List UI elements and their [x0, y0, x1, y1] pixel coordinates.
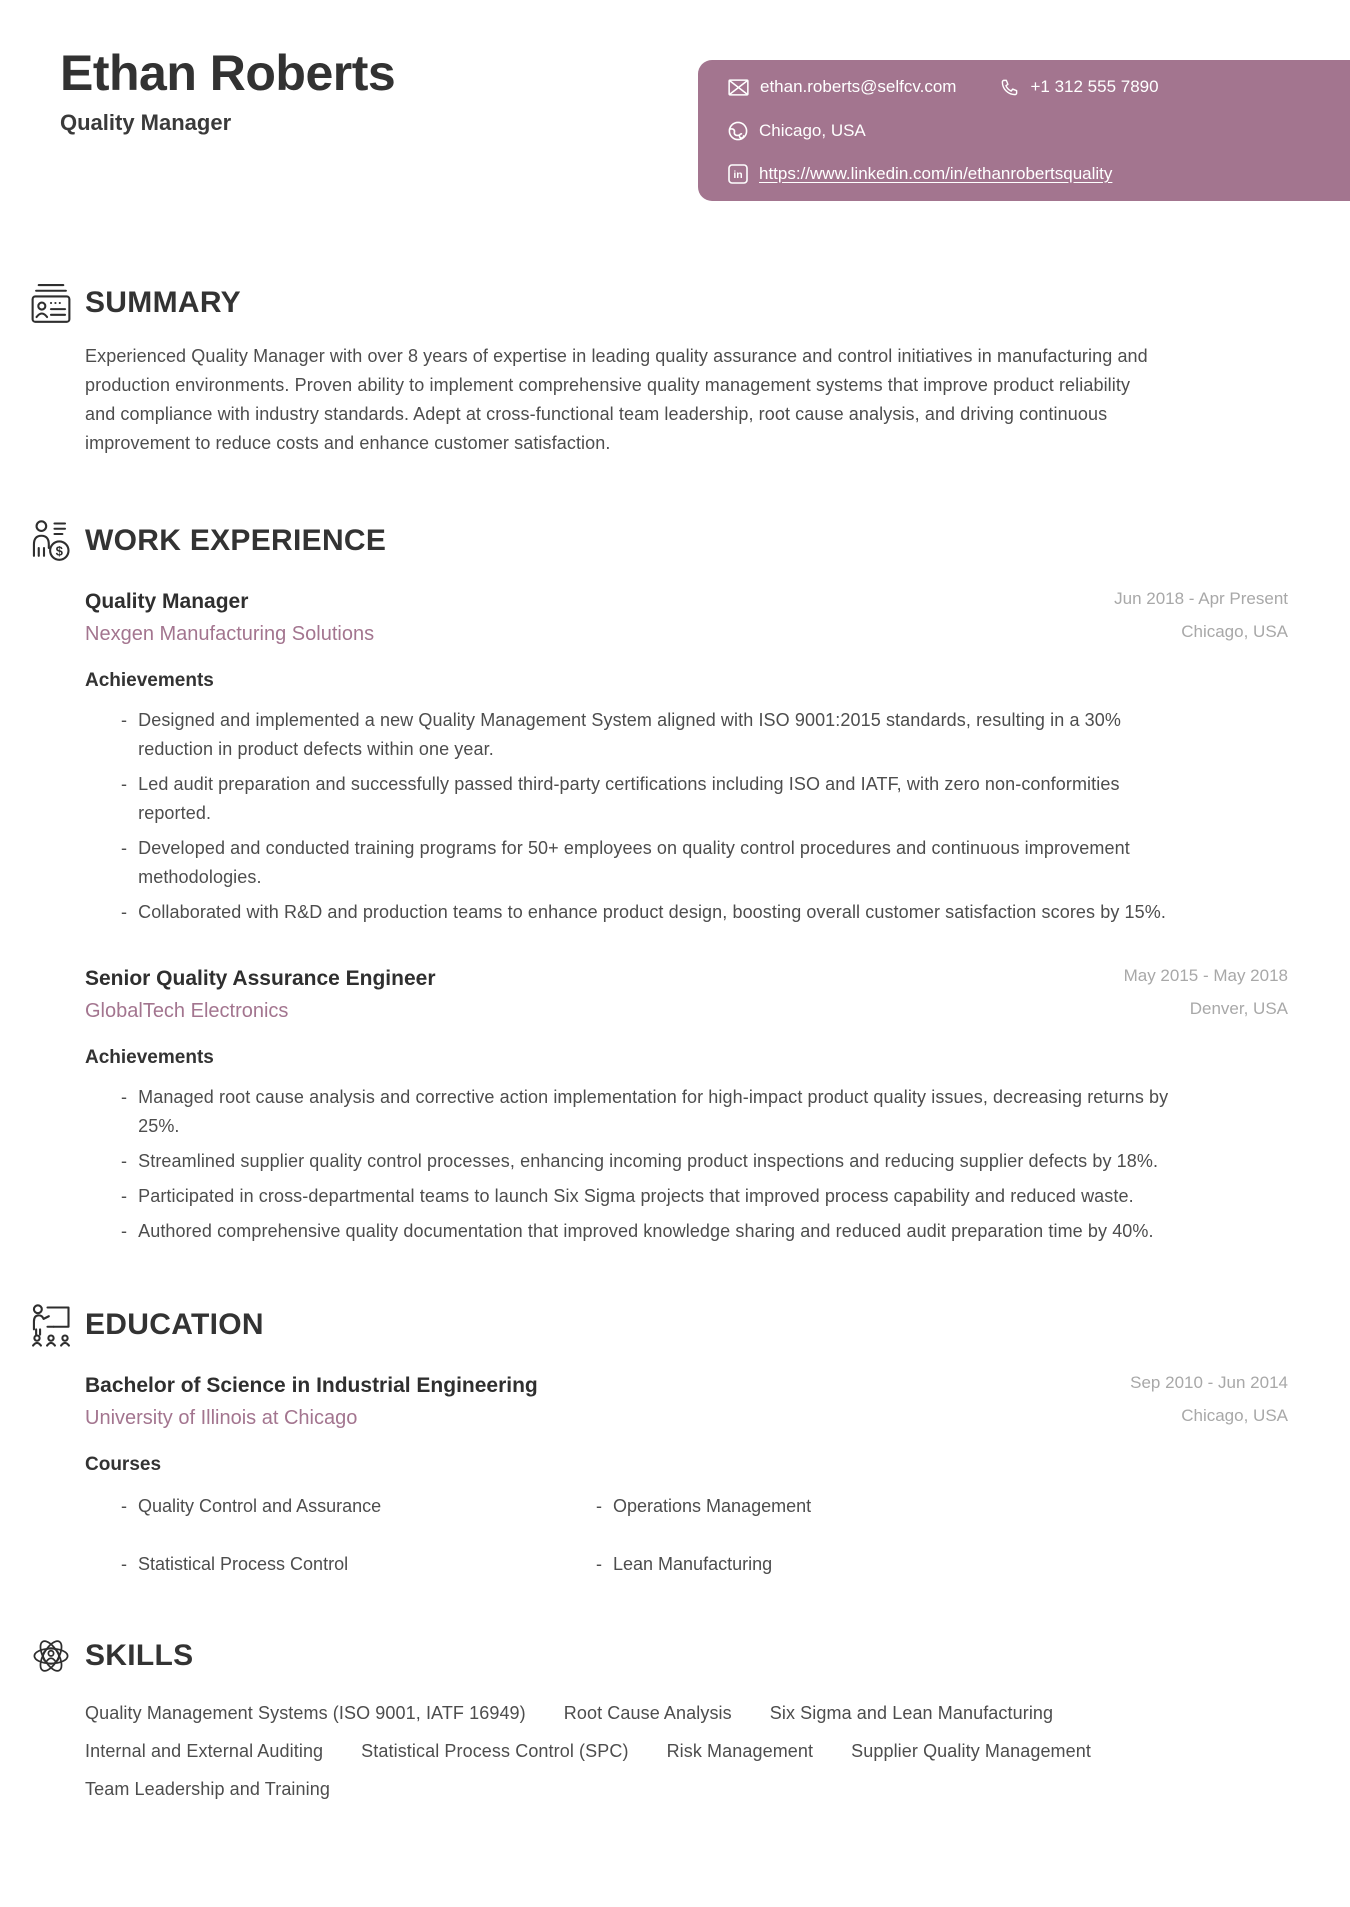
- skill-item: Quality Management Systems (ISO 9001, IATF 16949): [85, 1703, 526, 1723]
- skill-item: Six Sigma and Lean Manufacturing: [769, 1703, 1054, 1723]
- contact-location: [728, 121, 866, 141]
- section-work-experience: [0, 518, 1350, 1246]
- svg-text:in: in: [733, 169, 743, 182]
- job-dates: May 2015 - May 2018: [1123, 966, 1288, 985]
- course-item: [560, 1550, 1035, 1579]
- course-item: [85, 1492, 560, 1521]
- course-text: Quality Control and Assurance: [138, 1496, 382, 1516]
- achievement-list: [85, 1083, 1170, 1246]
- job-location: Chicago, USA: [1181, 622, 1288, 641]
- achievement-text: Collaborated with R&D and production teams to enhance product design, boosting overall customer satisfaction scores by 15%.: [138, 902, 1166, 922]
- section-skills: [0, 1633, 1350, 1801]
- work-experience-body: [85, 564, 1288, 1246]
- worker-salary-icon: [30, 518, 72, 564]
- phone-icon: [1000, 78, 1019, 97]
- bullet-dash: -: [596, 1496, 602, 1516]
- achievement-text: Developed and conducted training programs for 50+ employees on quality control procedures and continuous improvement methodologies.: [138, 838, 1130, 887]
- degree-title: Bachelor of Science in Industrial Engineering: [85, 1374, 538, 1397]
- achievement-item: [85, 1083, 1170, 1141]
- job-entry: [85, 590, 1288, 927]
- contact-email: [728, 77, 956, 97]
- courses-label: Courses: [85, 1454, 162, 1475]
- course-list: [85, 1492, 1288, 1579]
- globe-icon: [728, 121, 748, 141]
- skills-body: [85, 1679, 1288, 1801]
- education-titles: [85, 1374, 538, 1430]
- job-meta: [1114, 590, 1288, 640]
- skill-item: Supplier Quality Management: [851, 1741, 1091, 1761]
- course-text: Operations Management: [613, 1496, 812, 1516]
- contact-location-text: Chicago, USA: [759, 120, 866, 140]
- contact-linkedin: [728, 164, 1112, 184]
- bullet-dash: -: [121, 1496, 127, 1516]
- bullet-dash: -: [121, 710, 128, 730]
- achievement-list: [85, 706, 1170, 927]
- summary-text: Experienced Quality Manager with over 8 years of expertise in leading quality assurance and control initiatives in manufacturing and production environments. Proven ability to implement comprehensive quality management systems that improve product reliability and compliance with industry standards. Adept at cross-functional team leadership, root cause analysis, and driving continuous improvement to reduce costs and enhance customer satisfaction.: [85, 346, 1148, 453]
- achievement-text: Participated in cross-departmental teams to launch Six Sigma projects that improved process capability and reduced waste.: [138, 1186, 1134, 1206]
- bullet-dash: -: [121, 1151, 128, 1171]
- achievement-text: Streamlined supplier quality control processes, enhancing incoming product inspections and reducing supplier defects by 18%.: [138, 1151, 1159, 1171]
- svg-text:$: $: [55, 543, 63, 559]
- course-item: [85, 1550, 560, 1579]
- header: [0, 0, 1350, 218]
- achievement-text: Led audit preparation and successfully passed third-party certifications including ISO and IATF, with zero non-conformities reported.: [138, 774, 1120, 823]
- school-name: University of Illinois at Chicago: [85, 1407, 358, 1429]
- achievement-item: [85, 1147, 1170, 1176]
- linkedin-icon: [728, 164, 748, 184]
- section-education: [0, 1302, 1350, 1579]
- job-dates: Jun 2018 - Apr Present: [1114, 589, 1288, 608]
- skill-item: Root Cause Analysis: [563, 1703, 732, 1723]
- education-meta: [1130, 1374, 1288, 1424]
- contact-row-2: [728, 121, 1328, 141]
- job-company: Nexgen Manufacturing Solutions: [85, 623, 375, 645]
- contact-email-text: ethan.roberts@selfcv.com: [760, 77, 957, 96]
- bullet-dash: -: [121, 774, 128, 794]
- education-location: Chicago, USA: [1181, 1406, 1288, 1425]
- bullet-dash: -: [121, 902, 128, 922]
- id-card-icon: [30, 280, 72, 326]
- education-body: [85, 1348, 1288, 1579]
- achievements-label: Achievements: [85, 670, 214, 691]
- course-text: Statistical Process Control: [138, 1554, 349, 1574]
- job-meta: [1124, 967, 1288, 1017]
- course-text: Lean Manufacturing: [613, 1554, 773, 1574]
- achievements-label: Achievements: [85, 1047, 214, 1068]
- achievement-item: [85, 898, 1170, 927]
- achievement-item: [85, 770, 1170, 828]
- achievement-item: [85, 1182, 1170, 1211]
- education-dates: Sep 2010 - Jun 2014: [1130, 1373, 1288, 1392]
- achievement-text: Authored comprehensive quality documentation that improved knowledge sharing and reduced audit preparation time by 40%.: [138, 1221, 1154, 1241]
- summary-body: [85, 326, 1288, 458]
- contact-card: [698, 60, 1350, 201]
- contact-phone-text: +1 312 555 7890: [1030, 77, 1159, 96]
- education-entry-head: [85, 1374, 1288, 1430]
- contact-phone: [1000, 77, 1158, 97]
- person-job-title: Quality Manager: [60, 110, 232, 135]
- bullet-dash: -: [596, 1554, 602, 1574]
- achievement-text: Managed root cause analysis and corrective action implementation for high-impact product quality issues, decreasing returns by 25%.: [138, 1087, 1169, 1136]
- classroom-icon: [30, 1302, 72, 1348]
- bullet-dash: -: [121, 838, 128, 858]
- bullet-dash: -: [121, 1087, 128, 1107]
- rosette-person-icon: [30, 1633, 72, 1679]
- skills-heading: SKILLS: [85, 1639, 194, 1672]
- education-heading: EDUCATION: [85, 1308, 264, 1341]
- job-location: Denver, USA: [1189, 999, 1288, 1018]
- skills-list: [85, 1701, 1235, 1801]
- job-entry-head: [85, 590, 1288, 646]
- section-summary: [0, 280, 1350, 458]
- bullet-dash: -: [121, 1186, 128, 1206]
- achievement-item: [85, 1217, 1170, 1246]
- job-entry: [85, 967, 1288, 1246]
- work-experience-heading: WORK EXPERIENCE: [85, 524, 387, 557]
- skill-item: Team Leadership and Training: [85, 1779, 330, 1799]
- skill-item: Internal and External Auditing: [85, 1741, 324, 1761]
- envelope-icon: [728, 78, 749, 97]
- job-title: Quality Manager: [85, 590, 249, 613]
- achievement-item: [85, 706, 1170, 764]
- education-entry: [85, 1374, 1288, 1579]
- contact-linkedin-link[interactable]: https://www.linkedin.com/in/ethanrobertsquality: [759, 164, 1113, 183]
- bullet-dash: -: [121, 1554, 127, 1574]
- skill-item: Risk Management: [666, 1741, 814, 1761]
- course-item: [560, 1492, 1035, 1521]
- job-company: GlobalTech Electronics: [85, 1000, 289, 1022]
- skill-item: Statistical Process Control (SPC): [361, 1741, 629, 1761]
- achievement-text: Designed and implemented a new Quality Management System aligned with ISO 9001:2015 standards, resulting in a 30% reduction in product defects within one year.: [138, 710, 1121, 759]
- job-title: Senior Quality Assurance Engineer: [85, 967, 436, 990]
- achievement-item: [85, 834, 1170, 892]
- bullet-dash: -: [121, 1221, 128, 1241]
- job-titles: [85, 590, 374, 646]
- summary-heading: SUMMARY: [85, 286, 241, 319]
- person-name: Ethan Roberts: [60, 45, 396, 101]
- contact-row-1: [728, 77, 1328, 97]
- contact-row-3: [728, 164, 1328, 184]
- job-titles: [85, 967, 436, 1023]
- job-entry-head: [85, 967, 1288, 1023]
